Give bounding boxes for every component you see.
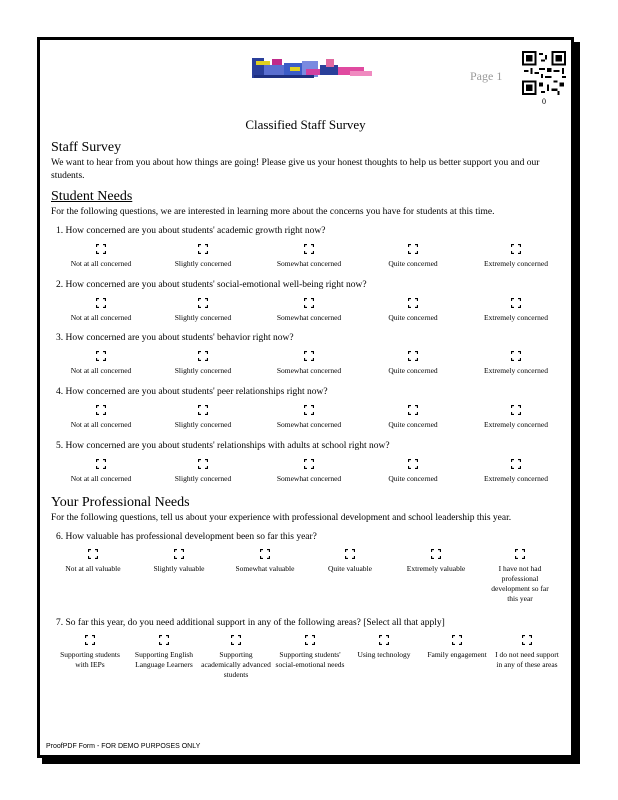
checkbox[interactable] — [408, 351, 418, 361]
checkbox-corners-icon — [522, 635, 532, 645]
q2-option-4[interactable]: Quite concerned — [368, 298, 458, 323]
page-shadow-bottom — [42, 758, 580, 764]
checkbox-corners-icon — [408, 351, 418, 361]
question-7: 7. So far this year, do you need additional support in any of the following areas? [Select all that apply] — [56, 618, 445, 628]
checkbox-corners-icon — [408, 459, 418, 469]
page-shadow-right — [574, 42, 580, 763]
checkbox-corners-icon — [304, 459, 314, 469]
qr-code-image — [522, 51, 566, 95]
checkbox-corners-icon — [96, 298, 106, 308]
q4-option-3[interactable]: Somewhat concerned — [264, 405, 354, 430]
q5-option-5[interactable]: Extremely concerned — [471, 459, 561, 484]
staff-survey-heading: Staff Survey — [51, 140, 122, 155]
checkbox-corners-icon — [198, 459, 208, 469]
page-number: Page 1 — [470, 69, 503, 83]
checkbox-corners-icon — [511, 298, 521, 308]
checkbox-corners-icon — [304, 351, 314, 361]
checkbox-corners-icon — [304, 298, 314, 308]
q7-option-4[interactable]: Supporting students' social-emotional needs — [274, 635, 346, 670]
footer-note: ProofPDF Form - FOR DEMO PURPOSES ONLY — [46, 743, 201, 750]
checkbox[interactable] — [304, 405, 314, 415]
q6-option-3[interactable]: Somewhat valuable — [222, 549, 308, 574]
checkbox[interactable] — [159, 635, 169, 645]
checkbox-corners-icon — [511, 459, 521, 469]
q1-option-5[interactable]: Extremely concerned — [471, 244, 561, 269]
checkbox-corners-icon — [198, 244, 208, 254]
checkbox[interactable] — [522, 635, 532, 645]
checkbox-corners-icon — [345, 549, 355, 559]
q6-option-6[interactable]: I have not had professional development so far this year — [485, 549, 555, 604]
q7-option-6[interactable]: Family engagement — [421, 635, 493, 660]
question-1: 1. How concerned are you about students' academic growth right now? — [56, 226, 326, 236]
q2-option-5[interactable]: Extremely concerned — [471, 298, 561, 323]
q4-option-5[interactable]: Extremely concerned — [471, 405, 561, 430]
checkbox-corners-icon — [408, 405, 418, 415]
checkbox[interactable] — [431, 549, 441, 559]
question-2: 2. How concerned are you about students' social-emotional well-being right now? — [56, 280, 367, 290]
checkbox[interactable] — [260, 549, 270, 559]
q7-option-1[interactable]: Supporting students with IEPs — [54, 635, 126, 670]
checkbox[interactable] — [379, 635, 389, 645]
checkbox-corners-icon — [174, 549, 184, 559]
checkbox[interactable] — [511, 351, 521, 361]
checkbox[interactable] — [198, 405, 208, 415]
checkbox-corners-icon — [379, 635, 389, 645]
intro-text: We want to hear from you about how things are going! Please give us your honest thoughts to help us better support you and our students. — [51, 158, 540, 181]
q7-option-5[interactable]: Using technology — [348, 635, 420, 660]
q1-option-1[interactable]: Not at all concerned — [56, 244, 146, 269]
checkbox-corners-icon — [96, 405, 106, 415]
q4-option-2[interactable]: Slightly concerned — [158, 405, 248, 430]
checkbox[interactable] — [511, 244, 521, 254]
checkbox[interactable] — [96, 298, 106, 308]
q7-option-7[interactable]: I do not need support in any of these areas — [495, 635, 559, 670]
checkbox-corners-icon — [198, 405, 208, 415]
checkbox[interactable] — [85, 635, 95, 645]
checkbox-corners-icon — [408, 298, 418, 308]
checkbox[interactable] — [515, 549, 525, 559]
checkbox[interactable] — [511, 298, 521, 308]
q6-option-4[interactable]: Quite valuable — [307, 549, 393, 574]
checkbox[interactable] — [231, 635, 241, 645]
professional-needs-heading: Your Professional Needs — [51, 495, 190, 510]
checkbox-corners-icon — [96, 459, 106, 469]
q5-option-4[interactable]: Quite concerned — [368, 459, 458, 484]
checkbox-corners-icon — [85, 635, 95, 645]
q4-option-4[interactable]: Quite concerned — [368, 405, 458, 430]
checkbox-corners-icon — [260, 549, 270, 559]
checkbox[interactable] — [408, 459, 418, 469]
checkbox[interactable] — [198, 351, 208, 361]
q6-option-1[interactable]: Not at all valuable — [50, 549, 136, 574]
q4-option-1[interactable]: Not at all concerned — [56, 405, 146, 430]
checkbox-corners-icon — [305, 635, 315, 645]
q6-option-2[interactable]: Slightly valuable — [136, 549, 222, 574]
q2-option-2[interactable]: Slightly concerned — [158, 298, 248, 323]
q3-option-3[interactable]: Somewhat concerned — [264, 351, 354, 376]
q1-option-2[interactable]: Slightly concerned — [158, 244, 248, 269]
question-5: 5. How concerned are you about students' relationships with adults at school right now? — [56, 441, 390, 451]
q7-option-2[interactable]: Supporting English Language Learners — [128, 635, 200, 670]
q6-option-5[interactable]: Extremely valuable — [393, 549, 479, 574]
question-6: 6. How valuable has professional development been so far this year? — [56, 532, 317, 542]
q5-option-3[interactable]: Somewhat concerned — [264, 459, 354, 484]
checkbox[interactable] — [96, 405, 106, 415]
checkbox[interactable] — [511, 405, 521, 415]
q1-option-4[interactable]: Quite concerned — [368, 244, 458, 269]
q5-option-1[interactable]: Not at all concerned — [56, 459, 146, 484]
checkbox-corners-icon — [96, 244, 106, 254]
q3-option-4[interactable]: Quite concerned — [368, 351, 458, 376]
checkbox[interactable] — [198, 459, 208, 469]
question-4: 4. How concerned are you about students' peer relationships right now? — [56, 387, 328, 397]
checkbox[interactable] — [304, 351, 314, 361]
checkbox[interactable] — [305, 635, 315, 645]
checkbox[interactable] — [198, 298, 208, 308]
checkbox-corners-icon — [198, 351, 208, 361]
checkbox-corners-icon — [304, 244, 314, 254]
checkbox[interactable] — [304, 244, 314, 254]
checkbox-corners-icon — [88, 549, 98, 559]
q3-option-5[interactable]: Extremely concerned — [471, 351, 561, 376]
checkbox[interactable] — [88, 549, 98, 559]
qr-caption: 0 — [542, 97, 546, 106]
checkbox[interactable] — [511, 459, 521, 469]
checkbox[interactable] — [408, 244, 418, 254]
checkbox-corners-icon — [304, 405, 314, 415]
survey-title: Classified Staff Survey — [245, 117, 366, 132]
checkbox-corners-icon — [511, 351, 521, 361]
checkbox[interactable] — [174, 549, 184, 559]
checkbox-corners-icon — [408, 244, 418, 254]
q1-option-3[interactable]: Somewhat concerned — [264, 244, 354, 269]
q3-option-1[interactable]: Not at all concerned — [56, 351, 146, 376]
checkbox-corners-icon — [452, 635, 462, 645]
checkbox[interactable] — [96, 351, 106, 361]
checkbox-corners-icon — [431, 549, 441, 559]
checkbox[interactable] — [408, 298, 418, 308]
checkbox[interactable] — [96, 459, 106, 469]
checkbox-corners-icon — [159, 635, 169, 645]
checkbox[interactable] — [304, 298, 314, 308]
checkbox-corners-icon — [96, 351, 106, 361]
q3-option-2[interactable]: Slightly concerned — [158, 351, 248, 376]
checkbox-corners-icon — [515, 549, 525, 559]
checkbox[interactable] — [408, 405, 418, 415]
q2-option-1[interactable]: Not at all concerned — [56, 298, 146, 323]
checkbox-corners-icon — [231, 635, 241, 645]
q2-option-3[interactable]: Somewhat concerned — [264, 298, 354, 323]
student-needs-heading: Student Needs — [51, 189, 133, 204]
checkbox[interactable] — [345, 549, 355, 559]
checkbox[interactable] — [452, 635, 462, 645]
logo-image — [250, 55, 376, 82]
survey-page — [37, 37, 574, 758]
professional-needs-text: For the following questions, tell us about your experience with professional development and school leadership this year. — [51, 513, 512, 523]
checkbox-corners-icon — [511, 405, 521, 415]
checkbox[interactable] — [304, 459, 314, 469]
q7-option-3[interactable]: Supporting academically advanced students — [200, 635, 272, 680]
checkbox[interactable] — [96, 244, 106, 254]
q5-option-2[interactable]: Slightly concerned — [158, 459, 248, 484]
question-3: 3. How concerned are you about students' behavior right now? — [56, 333, 294, 343]
student-needs-text: For the following questions, we are interested in learning more about the concerns you have for students at this time. — [51, 207, 495, 217]
checkbox[interactable] — [198, 244, 208, 254]
checkbox-corners-icon — [198, 298, 208, 308]
checkbox-corners-icon — [511, 244, 521, 254]
